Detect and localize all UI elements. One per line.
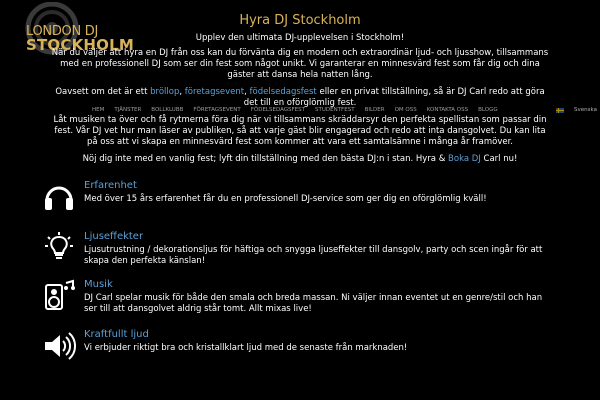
feature-text: DJ Carl spelar musik för både den smala och breda massan. Ni väljer innan eventet ut en genre/stil och han ser till att dansgolvet aldrig står tomt. Allt mixas live! [84,293,543,314]
link-foretagsevent[interactable]: företagsevent [184,87,245,97]
nav-item-tjanster[interactable]: TJÄNSTER [114,107,142,113]
intro-text [50,48,550,171]
feature-title: Ljuseffekter [84,231,144,242]
feature-title: Kraftfullt ljud [84,329,149,340]
feature-text: Ljusutrustning / dekorationsljus för häftiga och snygga ljuseffekter till dansgolv, party och scen ingår för att skapa den perfekta känslan! [84,245,543,266]
feature-text: Vi erbjuder riktigt bra och kristallklart ljud med de senaste från marknaden! [84,343,408,353]
page-subtitle: Upplev den ultimata DJ-upplevelsen i Stockholm! [195,33,405,43]
logo-text-line1: LONDON DJ [26,24,98,39]
link-brollop[interactable]: bröllop [150,87,180,97]
nav-item-hem[interactable]: HEM [92,107,105,113]
logo-text-line2: STOCKHOLM [26,36,135,54]
link-fodelsedagsfest[interactable]: födelsedagsfest [249,87,317,97]
intro-paragraph-3: Låt musiken ta över och få rytmerna föra dig när vi tillsammans skräddarsyr den perfekta spellistan som passar din fest. Vår DJ vet hur man läser av publiken, så att varje gäst blir engagerad och redo att inta dansgolvet. Du kan lita på oss att vi skapa en minnesvärd fest som kommer att vara ett samtalsämne i många år framöver. [53,115,547,147]
volume-icon [42,329,76,363]
intro-p4-part-a: Nöj dig inte med en vanlig fest; lyft din tillställning med den bästa DJ:n i stan. Hyra & [82,154,449,164]
intro-p4-part-b: Carl nu! [480,154,518,164]
nav-item-foretagsevent[interactable]: FÖRETAGSEVENT [193,107,241,113]
link-boka-dj[interactable]: Boka DJ [448,154,481,164]
nav-item-fodelsedagsfest[interactable]: FÖDELSEDAGSFEST [250,107,305,113]
nav-item-blogg[interactable]: BLOGG [478,107,498,113]
nav-item-bilder[interactable]: BILDER [364,107,385,113]
language-selector[interactable]: Svenska [574,107,597,113]
intro-p2-part-a: Oavsett om det är ett [55,87,151,97]
intro-p2-part-d: eller en privat tillställning, så är DJ Carl redo att göra det till en oförglömlig fest. [243,87,545,108]
nav-item-kontakta-oss[interactable]: KONTAKTA OSS [426,107,469,113]
feature-text: Med över 15 års erfarenhet får du en professionell DJ-service som ger dig en oförglömlig kväll! [84,194,487,204]
feature-title: Erfarenhet [84,180,137,191]
feature-title: Musik [84,279,113,290]
intro-p2-part-c: , [244,87,250,97]
page-title: Hyra DJ Stockholm [239,13,361,28]
feature-musik [42,279,562,329]
nav-item-studentfest[interactable]: STUDENTFEST [315,107,355,113]
lightbulb-icon [42,231,76,265]
intro-p2-part-b: , [179,87,185,97]
headphones-icon [42,180,76,214]
speaker-music-icon [42,279,76,313]
feature-kraftfullt-ljud [42,329,562,379]
feature-erfarenhet [42,180,562,230]
nav-item-bollklubb[interactable]: BOLLKLUBB [151,107,184,113]
intro-paragraph-2 [50,87,550,109]
feature-ljuseffekter [42,231,562,281]
nav-item-om-oss[interactable]: OM OSS [394,107,417,113]
intro-paragraph-4 [50,154,550,165]
sweden-flag-icon[interactable] [556,108,564,113]
intro-paragraph-1: När du väljer att hyra en DJ från oss kan du förvänta dig en modern och extraordinär ljud- och ljusshow, tillsammans med en professionell DJ som ser din fest som något unikt. Vi garanterar en minnesvärd fest som får dig och dina gäster att dansa hela natten lång. [51,48,549,80]
